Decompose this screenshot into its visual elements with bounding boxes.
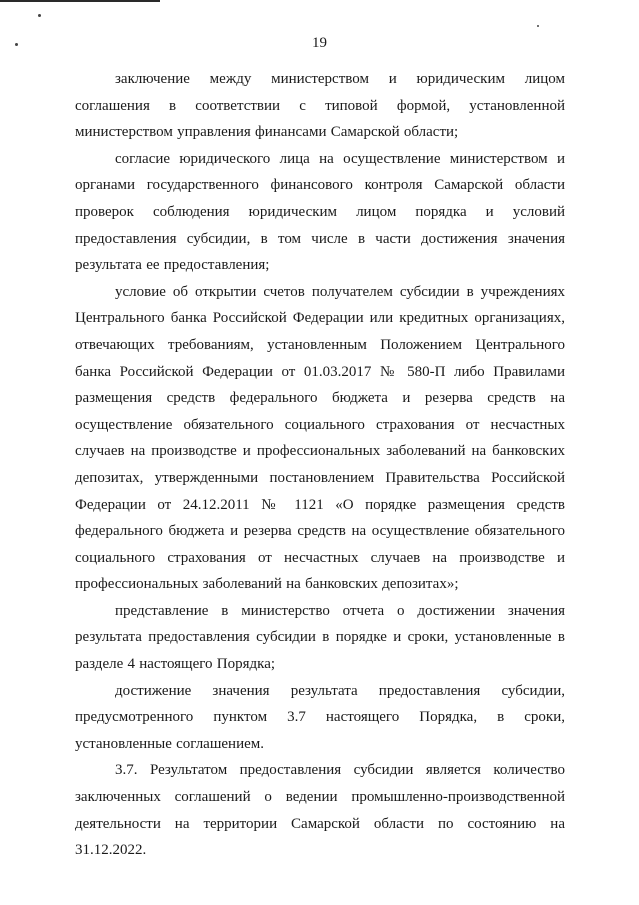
page-number: 19 [312,35,327,51]
paragraph-report-submission: представление в министерство отчета о достижении значения результата предоставления субсидии в порядке и сроки, установленные в разделе 4 настоящего Порядка; [75,602,565,673]
document-body [75,66,565,864]
paragraph-result-achievement: достижение значения результата предоставления субсидии, предусмотренного пунктом 3.7 настоящего Порядка, в сроки, установленные соглашением. [75,682,565,752]
scan-speck [38,14,41,17]
scan-speck [537,25,539,27]
paragraph-agreement-conclusion: заключение между министерством и юридическим лицом соглашения в соответствии с типовой формой, установленной министерством управления финансами Самарской области; [75,71,565,141]
paragraph-account-opening-condition: условие об открытии счетов получателем субсидии в учреждениях Центрального банка Российской Федерации или кредитных организациях, отвечающих требованиям, установленным Положением Центрального банка Российской Федерации от 01.03.2017 № 580-П либо Правилами размещения средств федерального бюджета и резерва средств на осуществление обязательного социального страхования от несчастных случаев на производстве и профессиональных заболеваний на банковских депозитах, утвержденными постановлением Правительства Российской Федерации от 24.12.2011 № 1121 «О порядке размещения средств федерального бюджета и резерва средств на осуществление обязательного социального страхования от несчастных случаев на производстве и профессиональных заболеваний на банковских депозитах»; [75,283,565,593]
paragraph-consent-to-inspections: согласие юридического лица на осуществление министерством и органами государственного финансового контроля Самарской области проверок соблюдения юридическим лицом порядка и условий предоставления субсидии, в том числе в части достижения значения результата ее предоставления; [75,150,565,274]
scan-edge-line [0,0,160,2]
paragraph-section-3-7: 3.7. Результатом предоставления субсидии является количество заключенных соглашений о ведении промышленно-производственной деятельности на территории Самарской области по состоянию на 31.12.2022. [75,762,565,859]
